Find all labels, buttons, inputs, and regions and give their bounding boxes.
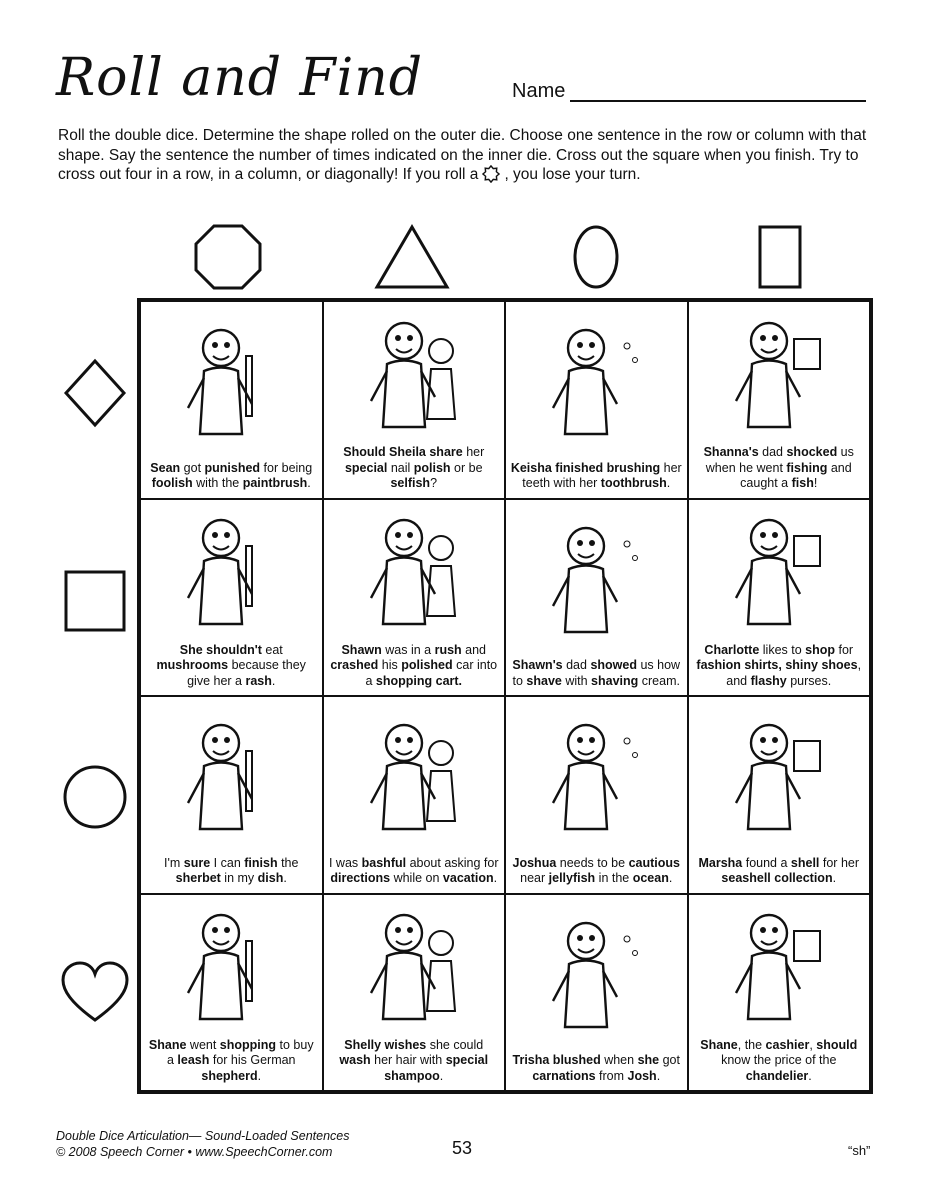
- sentence-fragment: for his German: [209, 1053, 296, 1067]
- sherbet-dish-icon: [145, 697, 318, 856]
- sentence-fragment: her teeth with her: [522, 460, 682, 490]
- sentence-fragment: because they give her a: [187, 658, 306, 688]
- sentence-fragment: when: [600, 1053, 638, 1067]
- target-word: wash: [339, 1053, 371, 1067]
- burst-icon: [482, 165, 500, 183]
- man-fishing-icon: [693, 302, 866, 445]
- target-word: punished: [204, 460, 261, 475]
- target-word: bashful: [361, 855, 407, 870]
- sentence-fragment: .: [439, 1068, 444, 1083]
- boy-with-leash-icon: [145, 895, 318, 1038]
- man-shaving-icon: [510, 500, 683, 659]
- cell-sentence: [145, 856, 318, 887]
- cell-sentence: [328, 856, 501, 887]
- sentence-fragment: .: [257, 1068, 262, 1083]
- target-word: Shawn's: [512, 658, 563, 672]
- sentence-fragment: in my: [220, 871, 258, 885]
- cell-sentence: [693, 643, 866, 690]
- instructions: [58, 126, 888, 185]
- grid-cell: [688, 301, 871, 499]
- target-word: Sean: [150, 460, 181, 475]
- sentence-fragment: his: [378, 658, 402, 672]
- grid-cell: [140, 894, 323, 1092]
- sentence-fragment: .: [271, 673, 276, 688]
- target-word: cashier: [765, 1037, 810, 1052]
- grid-cell: [505, 696, 688, 894]
- sentence-fragment: us when he went: [705, 445, 854, 475]
- sentence-fragment: found a: [742, 855, 791, 870]
- target-word: crashed: [330, 658, 379, 672]
- target-word: shave: [526, 673, 562, 688]
- sentence-fragment: .: [283, 871, 287, 885]
- target-word: Trisha blushed: [512, 1053, 601, 1067]
- footer-credits: [56, 1128, 349, 1160]
- target-word: chandelier: [745, 1068, 809, 1083]
- target-word: special shampoo: [384, 1053, 489, 1083]
- footer-series-title: Double Dice Articulation— Sound-Loaded Sentences: [56, 1129, 350, 1143]
- circle-icon: [60, 762, 130, 832]
- sentence-fragment: .: [307, 476, 311, 490]
- sentence-fragment: , the: [737, 1037, 766, 1052]
- target-word: rash: [245, 673, 272, 688]
- sentence-fragment: the: [277, 855, 299, 870]
- target-word: directions: [330, 871, 391, 885]
- sentence-fragment: in the: [595, 871, 633, 885]
- target-word: shepherd: [201, 1068, 258, 1083]
- oval-icon: [571, 224, 641, 290]
- sentence-fragment: car into a: [365, 658, 498, 688]
- target-word: she: [637, 1053, 660, 1067]
- sentence-fragment: got: [659, 1053, 680, 1067]
- sentence-fragment: I'm: [164, 855, 184, 870]
- cell-sentence: [510, 856, 683, 887]
- sentence-fragment: eat: [261, 642, 283, 657]
- grid-cell: [688, 894, 871, 1092]
- sentence-fragment: know the price of the: [721, 1053, 837, 1067]
- grid-cell: [323, 499, 506, 697]
- sentence-fragment: and caught a: [740, 460, 852, 490]
- diamond-icon: [60, 358, 130, 428]
- target-word: foolish: [151, 476, 193, 490]
- sentence-fragment: , and: [726, 658, 862, 688]
- target-word: sherbet: [175, 871, 221, 885]
- target-word: showed: [590, 658, 637, 672]
- sentence-fragment: got: [180, 460, 205, 475]
- target-sound: “sh”: [848, 1143, 871, 1158]
- sentence-fragment: was in a: [381, 642, 435, 657]
- cell-sentence: [145, 461, 318, 492]
- target-word: sure: [183, 855, 211, 870]
- grid-cell: [505, 301, 688, 499]
- sentence-fragment: us how to: [512, 658, 681, 688]
- shopping-items-icon: [693, 500, 866, 643]
- target-word: should: [816, 1037, 858, 1052]
- footer-copyright: © 2008 Speech Corner • www.SpeechCorner.com: [56, 1145, 333, 1159]
- sentence-fragment: nail: [387, 460, 414, 475]
- name-label: Name: [512, 80, 566, 102]
- target-word: fish: [791, 476, 814, 490]
- shampoo-bottle-icon: [328, 895, 501, 1038]
- grid-cell: [140, 499, 323, 697]
- girl-with-rash-icon: [145, 500, 318, 643]
- target-word: leash: [177, 1053, 210, 1067]
- target-word: Should Sheila share: [343, 445, 463, 459]
- girl-brushing-teeth-icon: [510, 302, 683, 461]
- target-word: shopping: [219, 1037, 277, 1052]
- target-word: shopping cart.: [375, 673, 463, 688]
- target-word: Charlotte: [704, 642, 760, 657]
- target-word: selfish: [390, 476, 431, 490]
- target-word: Josh: [627, 1068, 657, 1083]
- target-word: rush: [434, 642, 462, 657]
- target-word: vacation: [442, 871, 494, 885]
- cell-sentence: [693, 1038, 866, 1085]
- sentence-fragment: .: [668, 871, 673, 885]
- sentence-fragment: near: [520, 871, 549, 885]
- target-word: polish: [413, 460, 451, 475]
- grid-cell: [688, 696, 871, 894]
- sentence-fragment: her hair with: [370, 1053, 446, 1067]
- sentence-fragment: needs to be: [556, 855, 629, 870]
- grid-cell: [505, 499, 688, 697]
- sentence-fragment: to buy a: [166, 1037, 314, 1067]
- cell-sentence: [510, 461, 683, 492]
- sentence-fragment: went: [186, 1037, 220, 1052]
- sentence-fragment: while on: [390, 871, 443, 885]
- target-word: mushrooms: [156, 658, 229, 672]
- sentence-fragment: she could: [426, 1037, 484, 1052]
- target-word: fashion shirts, shiny shoes: [696, 658, 858, 672]
- sentence-fragment: purses.: [786, 673, 832, 688]
- sentence-fragment: .: [493, 871, 498, 885]
- target-word: jellyfish: [548, 871, 596, 885]
- cell-sentence: [328, 643, 501, 690]
- grid-cell: [323, 301, 506, 499]
- sentence-fragment: or be: [450, 460, 483, 475]
- target-word: seashell collection: [721, 871, 833, 885]
- target-word: ocean: [632, 871, 669, 885]
- target-word: Joshua: [512, 855, 557, 870]
- target-word: shop: [805, 642, 836, 657]
- target-word: shaving: [591, 673, 639, 688]
- sentence-fragment: for her: [819, 855, 860, 870]
- triangle-icon: [374, 224, 444, 290]
- rectangle-icon: [757, 224, 827, 290]
- target-word: shell: [790, 855, 820, 870]
- sentence-fragment: I can: [210, 855, 245, 870]
- cashier-chandelier-icon: [693, 895, 866, 1038]
- cell-sentence: [145, 1038, 318, 1085]
- cell-sentence: [328, 1038, 501, 1085]
- sentence-fragment: .: [832, 871, 837, 885]
- target-word: toothbrush: [600, 476, 667, 490]
- sentence-fragment: .: [666, 476, 671, 490]
- sentence-fragment: with: [561, 673, 592, 688]
- sentence-fragment: I was: [328, 855, 362, 870]
- heart-icon: [60, 958, 130, 1028]
- target-word: Shelly wishes: [344, 1037, 427, 1052]
- target-word: flashy: [750, 673, 787, 688]
- instructions-text-end: , you lose your turn.: [504, 166, 641, 183]
- cell-sentence: [693, 445, 866, 492]
- man-with-map-icon: [328, 697, 501, 856]
- target-word: Shawn: [341, 642, 382, 657]
- grid-cell: [323, 696, 506, 894]
- target-word: special: [344, 460, 388, 475]
- grid-cell: [140, 301, 323, 499]
- sentence-fragment: for being: [260, 460, 313, 475]
- target-word: cautious: [628, 855, 680, 870]
- target-word: shocked: [786, 445, 838, 459]
- girl-with-seashell-icon: [693, 697, 866, 856]
- sentence-fragment: .: [808, 1068, 812, 1083]
- cell-sentence: [145, 643, 318, 690]
- target-word: Keisha finished brushing: [510, 460, 661, 475]
- sentence-fragment: with the: [192, 476, 243, 490]
- cell-sentence: [328, 445, 501, 492]
- target-word: finish: [244, 855, 278, 870]
- square-icon: [60, 566, 130, 636]
- instructions-text: Roll the double dice. Determine the shape rolled on the outer die. Choose one sentence in the row or column with that shape. Say the sentence the number of times indicated on the inner die. Cross out the square when you finish. Try to cross out four in a row, in a column, or diagonally! If you roll a: [58, 127, 867, 183]
- cell-sentence: [693, 856, 866, 887]
- target-word: Shanna's: [703, 445, 759, 459]
- sentence-fragment: about asking for: [406, 855, 499, 870]
- target-word: Shane: [148, 1037, 187, 1052]
- boy-painting-icon: [145, 302, 318, 461]
- sentence-fragment: ,: [809, 1037, 817, 1052]
- sentence-fragment: for: [835, 642, 854, 657]
- target-word: Shane: [700, 1037, 738, 1052]
- name-line: [570, 100, 866, 102]
- sentence-fragment: and: [461, 642, 487, 657]
- octagon-icon: [193, 224, 263, 290]
- grid-cell: [688, 499, 871, 697]
- car-crash-icon: [328, 500, 501, 643]
- sentence-fragment: her: [462, 445, 485, 459]
- target-word: carnations: [532, 1068, 596, 1083]
- target-word: Marsha: [698, 855, 743, 870]
- cell-sentence: [510, 1053, 683, 1084]
- girls-talking-icon: [328, 302, 501, 445]
- girl-blushing-icon: [510, 895, 683, 1054]
- target-word: polished: [401, 658, 453, 672]
- sentence-fragment: dad: [562, 658, 591, 672]
- grid-cell: [505, 894, 688, 1092]
- jellyfish-icon: [510, 697, 683, 856]
- sentence-fragment: .: [656, 1068, 661, 1083]
- sentence-fragment: ?: [430, 476, 438, 490]
- target-word: paintbrush: [242, 476, 308, 490]
- sentence-fragment: likes to: [759, 642, 806, 657]
- worksheet-title: Roll and Find: [56, 48, 424, 108]
- target-word: dish: [257, 871, 284, 885]
- sentence-fragment: !: [813, 476, 818, 490]
- target-word: fishing: [786, 460, 828, 475]
- bingo-grid: [137, 298, 873, 1094]
- sentence-fragment: dad: [758, 445, 787, 459]
- cell-sentence: [510, 658, 683, 689]
- grid-cell: [323, 894, 506, 1092]
- target-word: She shouldn't: [179, 642, 262, 657]
- sentence-fragment: cream.: [638, 673, 680, 688]
- sentence-fragment: from: [595, 1068, 628, 1083]
- page-number: 53: [452, 1138, 473, 1158]
- grid-cell: [140, 696, 323, 894]
